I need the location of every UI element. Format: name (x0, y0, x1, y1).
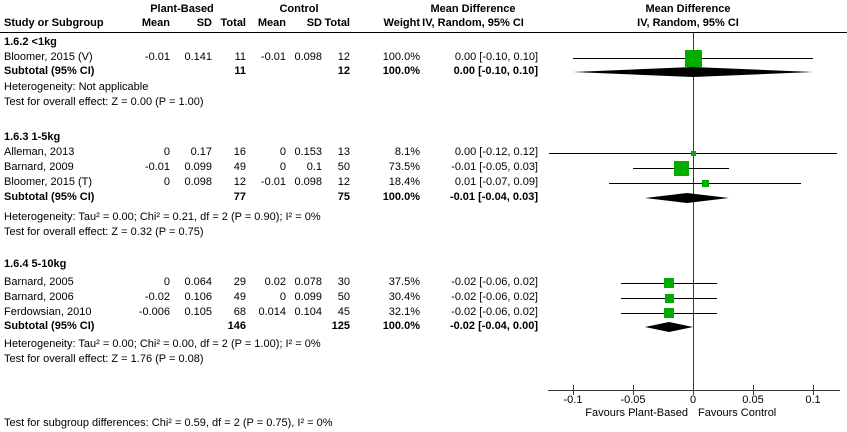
sd2-value: 0.1 (306, 161, 322, 173)
total2-value: 13 (337, 146, 350, 158)
study-name: Barnard, 2006 (4, 291, 74, 303)
subtotal-diamond (645, 193, 729, 203)
subtotal-row (0, 320, 847, 333)
x-axis-line (548, 390, 840, 391)
mean2-value: -0.01 (260, 176, 286, 188)
md-column-title: Mean Difference (430, 3, 516, 15)
mean1-value: -0.02 (144, 291, 170, 303)
sd2-value: 0.098 (294, 51, 322, 63)
subtotal-label: Subtotal (95% CI) (4, 191, 95, 203)
total1-value: 12 (233, 176, 246, 188)
sd2-value: 0.098 (294, 176, 322, 188)
effect-square-marker (664, 308, 674, 318)
subtotal-label: Subtotal (95% CI) (4, 65, 95, 77)
sd2-column-header: SD (306, 17, 322, 29)
subtotal-total1: 146 (227, 320, 246, 332)
effect-square-marker (685, 50, 702, 67)
study-name: Barnard, 2005 (4, 276, 74, 288)
subgroup-label: 1.6.4 5-10kg (4, 258, 67, 270)
subtotal-diamond (645, 322, 693, 332)
overall-effect-text: Test for overall effect: Z = 0.00 (P = 1.00) (4, 96, 204, 108)
mean2-value: 0.014 (258, 306, 286, 318)
study-name: Bloomer, 2015 (V) (4, 51, 93, 63)
ci-value: -0.02 [-0.06, 0.02] (451, 291, 538, 303)
heterogeneity-row (0, 338, 847, 351)
weight-value: 30.4% (388, 291, 420, 303)
total1-column-header: Total (220, 17, 246, 29)
axis-tick-label: 0.05 (742, 394, 764, 406)
sd1-value: 0.17 (190, 146, 212, 158)
md-column-subtitle: IV, Random, 95% CI (422, 17, 524, 29)
mean1-value: -0.01 (144, 51, 170, 63)
favours-left-label: Favours Plant-Based (585, 407, 688, 419)
heterogeneity-text: Heterogeneity: Not applicable (4, 81, 149, 93)
overall-effect-row (0, 96, 847, 109)
sd1-value: 0.106 (184, 291, 212, 303)
effect-square-marker (664, 278, 674, 288)
total2-value: 50 (337, 291, 350, 303)
ci-value: -0.01 [-0.05, 0.03] (451, 161, 538, 173)
study-row (0, 306, 847, 319)
axis-tick-label: -0.1 (563, 394, 583, 406)
plot-title: Mean Difference (645, 3, 731, 15)
total1-value: 16 (233, 146, 246, 158)
group2-header: Control (279, 3, 319, 15)
subtotal-label: Subtotal (95% CI) (4, 320, 95, 332)
weight-value: 32.1% (388, 306, 420, 318)
mean2-value: 0.02 (264, 276, 286, 288)
mean2-value: -0.01 (260, 51, 286, 63)
mean2-column-header: Mean (257, 17, 286, 29)
sd1-value: 0.099 (184, 161, 212, 173)
study-name: Bloomer, 2015 (T) (4, 176, 93, 188)
total2-value: 50 (337, 161, 350, 173)
total2-value: 12 (337, 51, 350, 63)
effect-square-marker (702, 180, 709, 187)
sd1-value: 0.141 (184, 51, 212, 63)
sd1-value: 0.105 (184, 306, 212, 318)
subgroup-label-row (0, 131, 847, 144)
total1-value: 49 (233, 291, 246, 303)
weight-value: 37.5% (388, 276, 420, 288)
mean2-value: 0 (279, 161, 286, 173)
study-column-header: Study or Subgroup (4, 17, 104, 29)
header-rule (0, 32, 847, 33)
ci-value: 0.00 [-0.10, 0.10] (454, 51, 538, 63)
weight-value: 18.4% (388, 176, 420, 188)
mean2-value: 0 (279, 291, 286, 303)
mean2-value: 0 (279, 146, 286, 158)
subtotal-weight: 100.0% (382, 320, 420, 332)
mean1-value: -0.006 (138, 306, 170, 318)
group1-header: Plant-Based (150, 3, 214, 15)
heterogeneity-row (0, 81, 847, 94)
subgroup-label-row (0, 36, 847, 49)
study-name: Alleman, 2013 (4, 146, 75, 158)
ci-value: -0.02 [-0.06, 0.02] (451, 306, 538, 318)
effect-square-marker (691, 151, 696, 156)
effect-square-marker (674, 161, 689, 176)
overall-effect-text: Test for overall effect: Z = 1.76 (P = 0.08) (4, 353, 204, 365)
study-row (0, 291, 847, 304)
axis-tick-label: -0.05 (620, 394, 646, 406)
heterogeneity-row (0, 211, 847, 224)
total2-column-header: Total (324, 17, 350, 29)
effect-square-marker (665, 294, 674, 303)
total2-value: 30 (337, 276, 350, 288)
subtotal-total1: 11 (234, 65, 246, 77)
mean1-value: 0 (163, 146, 170, 158)
header-columns-row (0, 17, 847, 30)
overall-effect-row (0, 226, 847, 239)
overall-effect-row (0, 353, 847, 366)
ci-value: 0.01 [-0.07, 0.09] (454, 176, 538, 188)
subgroup-differences-text: Test for subgroup differences: Chi² = 0.59, df = 2 (P = 0.75), I² = 0% (4, 417, 333, 429)
weight-value: 100.0% (382, 51, 420, 63)
weight-value: 73.5% (388, 161, 420, 173)
subtotal-weight: 100.0% (382, 191, 420, 203)
overall-effect-text: Test for overall effect: Z = 0.32 (P = 0.75) (4, 226, 204, 238)
subtotal-ci: -0.01 [-0.04, 0.03] (449, 191, 538, 203)
sd1-value: 0.064 (184, 276, 212, 288)
study-row (0, 276, 847, 289)
subgroup-label: 1.6.2 <1kg (4, 36, 57, 48)
sd2-value: 0.099 (294, 291, 322, 303)
total1-value: 11 (234, 51, 246, 63)
zero-effect-line (693, 33, 694, 390)
mean1-value: -0.01 (144, 161, 170, 173)
sd1-value: 0.098 (184, 176, 212, 188)
study-name: Ferdowsian, 2010 (4, 306, 92, 318)
favours-right-label: Favours Control (698, 407, 777, 419)
heterogeneity-text: Heterogeneity: Tau² = 0.00; Chi² = 0.00, df = 2 (P = 1.00); I² = 0% (4, 338, 321, 350)
subtotal-diamond (573, 67, 813, 77)
subtotal-total1: 77 (233, 191, 246, 203)
subgroup-label-row (0, 258, 847, 271)
heterogeneity-text: Heterogeneity: Tau² = 0.00; Chi² = 0.21, df = 2 (P = 0.90); I² = 0% (4, 211, 321, 223)
total1-value: 68 (233, 306, 246, 318)
sd2-value: 0.104 (294, 306, 322, 318)
subtotal-total2: 12 (337, 65, 350, 77)
mean1-value: 0 (163, 176, 170, 188)
total2-value: 45 (337, 306, 350, 318)
sd2-value: 0.078 (294, 276, 322, 288)
mean1-column-header: Mean (141, 17, 170, 29)
ci-value: -0.02 [-0.06, 0.02] (451, 276, 538, 288)
subtotal-total2: 75 (337, 191, 350, 203)
weight-value: 8.1% (394, 146, 420, 158)
sd2-value: 0.153 (294, 146, 322, 158)
total2-value: 12 (337, 176, 350, 188)
axis-tick-label: 0.1 (805, 394, 821, 406)
sd1-column-header: SD (196, 17, 212, 29)
total1-value: 29 (233, 276, 246, 288)
header-group-row (0, 3, 847, 16)
subtotal-ci: -0.02 [-0.04, 0.00] (449, 320, 538, 332)
plot-subtitle: IV, Random, 95% CI (637, 17, 739, 29)
subtotal-weight: 100.0% (382, 65, 420, 77)
axis-tick-label: 0 (689, 394, 697, 406)
subtotal-total2: 125 (331, 320, 350, 332)
study-name: Barnard, 2009 (4, 161, 74, 173)
ci-value: 0.00 [-0.12, 0.12] (454, 146, 538, 158)
mean1-value: 0 (163, 276, 170, 288)
subgroup-label: 1.6.3 1-5kg (4, 131, 61, 143)
subtotal-ci: 0.00 [-0.10, 0.10] (453, 65, 538, 77)
total1-value: 49 (233, 161, 246, 173)
weight-column-header: Weight (383, 17, 420, 29)
